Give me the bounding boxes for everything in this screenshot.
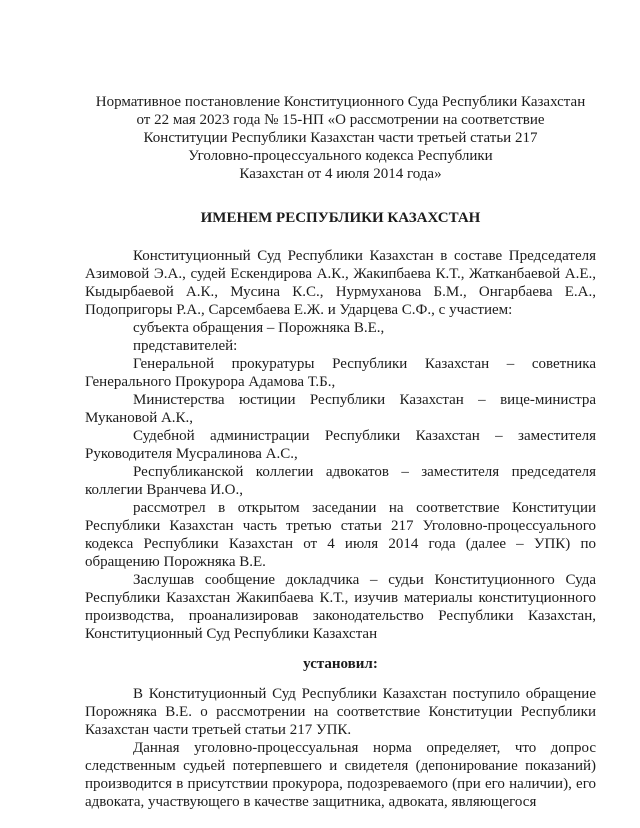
paragraph: В Конституционный Суд Республики Казахстан поступило обращение Порожняка В.Е. о рассмотрении на соответствие Конституции Республики Казахстан части третьей статьи 217 УПК. xyxy=(85,686,596,738)
paragraph: Министерства юстиции Республики Казахстан – вице-министра Мукановой А.К., xyxy=(85,392,596,426)
document-title: ИМЕНЕМ РЕСПУБЛИКИ КАЗАХСТАН xyxy=(200,210,481,226)
paragraph: Заслушав сообщение докладчика – судьи Конституционного Суда Республики Казахстан Жакипбаева К.Т., изучив материалы конституционного производства, проанализировав законодательство Республики Казахстан, Конституционный Суд Республики Казахстан xyxy=(85,572,596,642)
header-line: Нормативное постановление Конституционного Суда Республики Казахстан xyxy=(95,94,586,110)
document-body-established xyxy=(85,685,596,811)
paragraph: Судебной администрации Республики Казахстан – заместителя Руководителя Мусралинова А.С., xyxy=(85,428,596,462)
paragraph: Генеральной прокуратуры Республики Казахстан – советника Генерального Прокурора Адамова Т.Б., xyxy=(85,356,596,390)
header-line: Казахстан от 4 июля 2014 года» xyxy=(239,166,442,182)
header-line: Конституции Республики Казахстан части третьей статьи 217 xyxy=(143,130,538,146)
paragraph: Данная уголовно-процессуальная норма определяет, что допрос следственным судьей потерпевшего и свидетеля (депонирование показаний) производится в присутствии прокурора, подозреваемого (при его наличии), его адвоката, участвующего в качестве защитника, адвоката, являющегося xyxy=(85,740,596,810)
paragraph: субъекта обращения – Порожняка В.Е., xyxy=(133,320,385,336)
section-heading-ustanovil: установил: xyxy=(303,656,378,672)
paragraph: представителей: xyxy=(133,338,238,354)
header-line: от 22 мая 2023 года № 15-НП «О рассмотрении на соответствие xyxy=(136,112,545,128)
header-line: Уголовно-процессуального кодекса Республики xyxy=(188,148,493,164)
document-header xyxy=(85,93,596,183)
document-body-intro xyxy=(85,247,596,643)
paragraph: рассмотрел в открытом заседании на соответствие Конституции Республики Казахстан часть третью статьи 217 Уголовно-процессуального кодекса Республики Казахстан от 4 июля 2014 года (далее – УПК) по обращению Порожняка В.Е. xyxy=(85,500,596,570)
paragraph: Конституционный Суд Республики Казахстан в составе Председателя Азимовой Э.А., судей Ескендирова А.К., Жакипбаева К.Т., Жатканбаевой А.Е., Кыдырбаевой А.К., Мусина К.С., Нурмуханова Б.М., Онгарбаева Е.А., Подопригоры Р.А., Сарсембаева Е.Ж. и Ударцева С.Ф., с участием: xyxy=(85,248,596,318)
paragraph: Республиканской коллегии адвокатов – заместителя председателя коллегии Вранчева И.О., xyxy=(85,464,596,498)
